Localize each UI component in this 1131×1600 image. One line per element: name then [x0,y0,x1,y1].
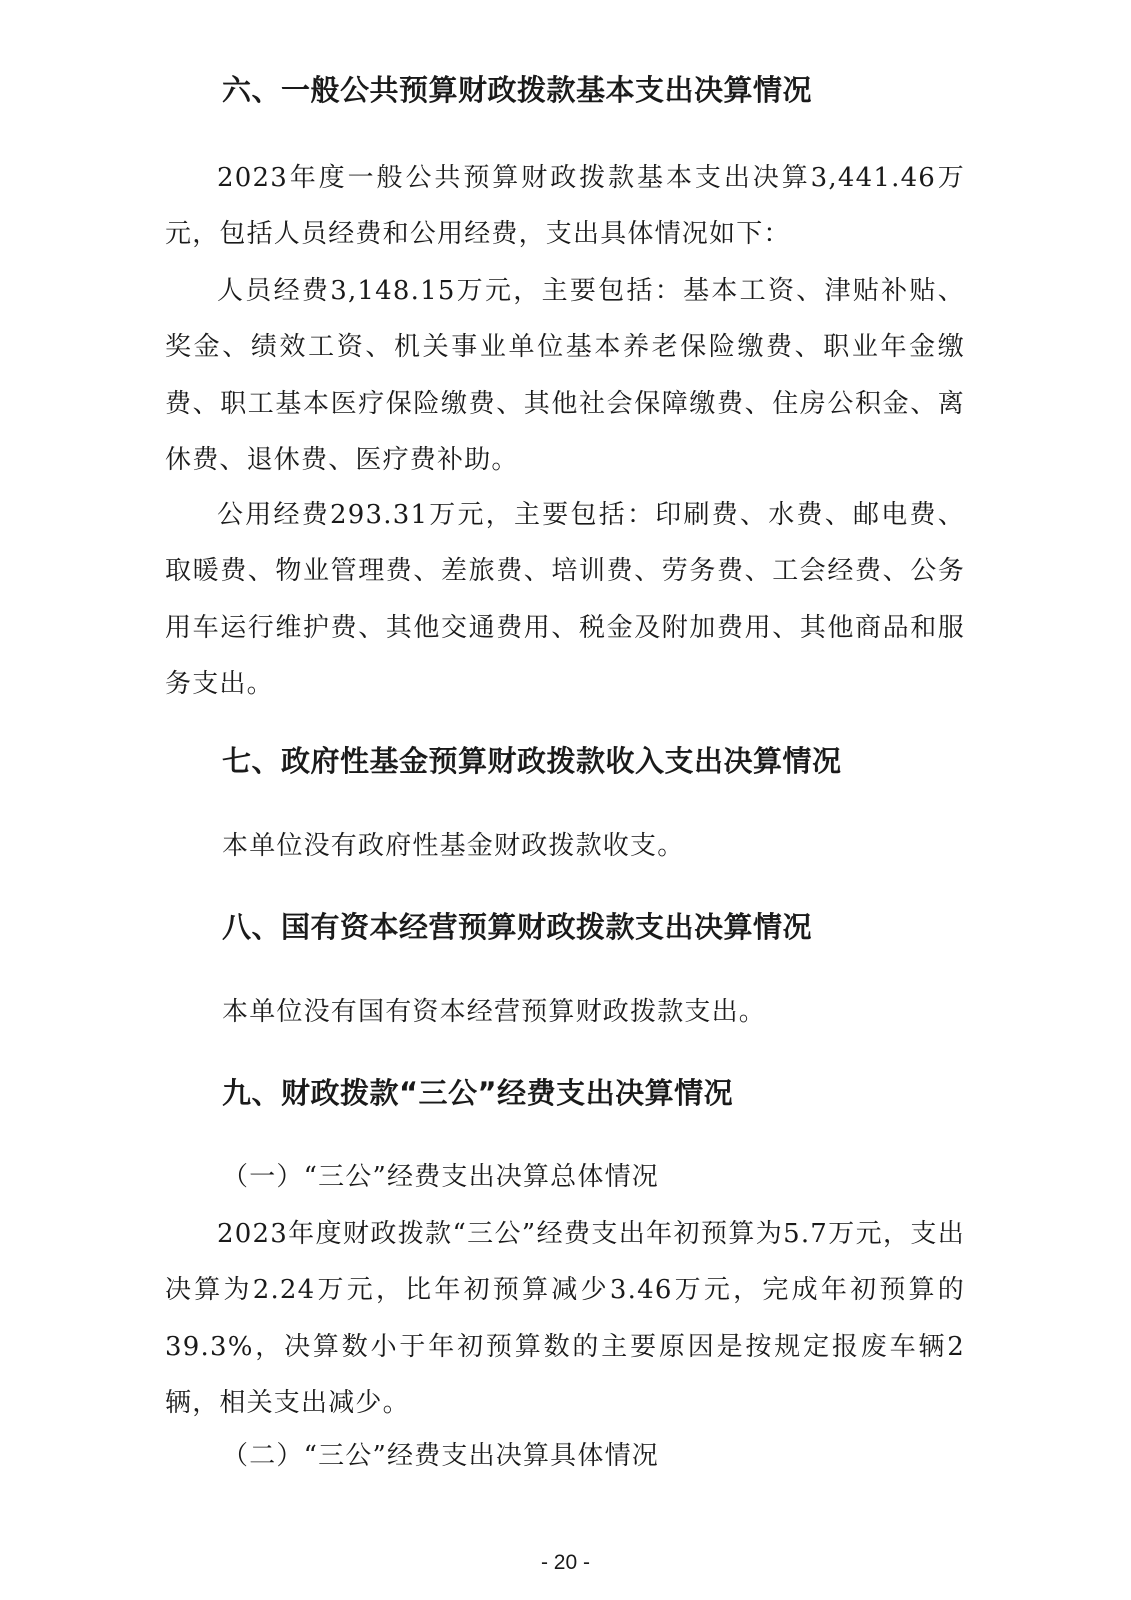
section-7-heading: 七、政府性基金预算财政拨款收入支出决算情况 [222,744,842,778]
section-9-subheading-2: （二）“三公”经费支出决算具体情况 [222,1441,659,1471]
section-9-subheading-1: （一）“三公”经费支出决算总体情况 [222,1162,659,1192]
section-9-paragraph-1: 2023年度财政拨款“三公”经费支出年初预算为5.7万元，支出决算为2.24万元，比年初预算减少3.46万元，完成年初预算的39.3%，决算数小于年初预算数的主要原因是按规定报废车辆2辆，相关支出减少。 [165,1219,965,1418]
section-6-paragraph-3: 公用经费293.31万元，主要包括：印刷费、水费、邮电费、取暖费、物业管理费、差旅费、培训费、劳务费、工会经费、公务用车运行维护费、其他交通费用、税金及附加费用、其他商品和服务支出。 [165,500,965,699]
section-8-paragraph-1: 本单位没有国有资本经营预算财政拨款支出。 [222,997,767,1027]
page-number: - 20 - [540,1551,590,1574]
section-6-heading: 六、一般公共预算财政拨款基本支出决算情况 [222,73,813,107]
section-6-paragraph-2: 人员经费3,148.15万元，主要包括：基本工资、津贴补贴、奖金、绩效工资、机关事业单位基本养老保险缴费、职业年金缴费、职工基本医疗保险缴费、其他社会保障缴费、住房公积金、离休费、退休费、医疗费补助。 [165,276,965,475]
section-8-heading: 八、国有资本经营预算财政拨款支出决算情况 [222,910,813,944]
section-7-paragraph-1: 本单位没有政府性基金财政拨款收支。 [222,831,685,861]
section-9-heading: 九、财政拨款“三公”经费支出决算情况 [222,1076,734,1110]
section-6-paragraph-1: 2023年度一般公共预算财政拨款基本支出决算3,441.46万元，包括人员经费和公用经费，支出具体情况如下： [165,163,965,250]
